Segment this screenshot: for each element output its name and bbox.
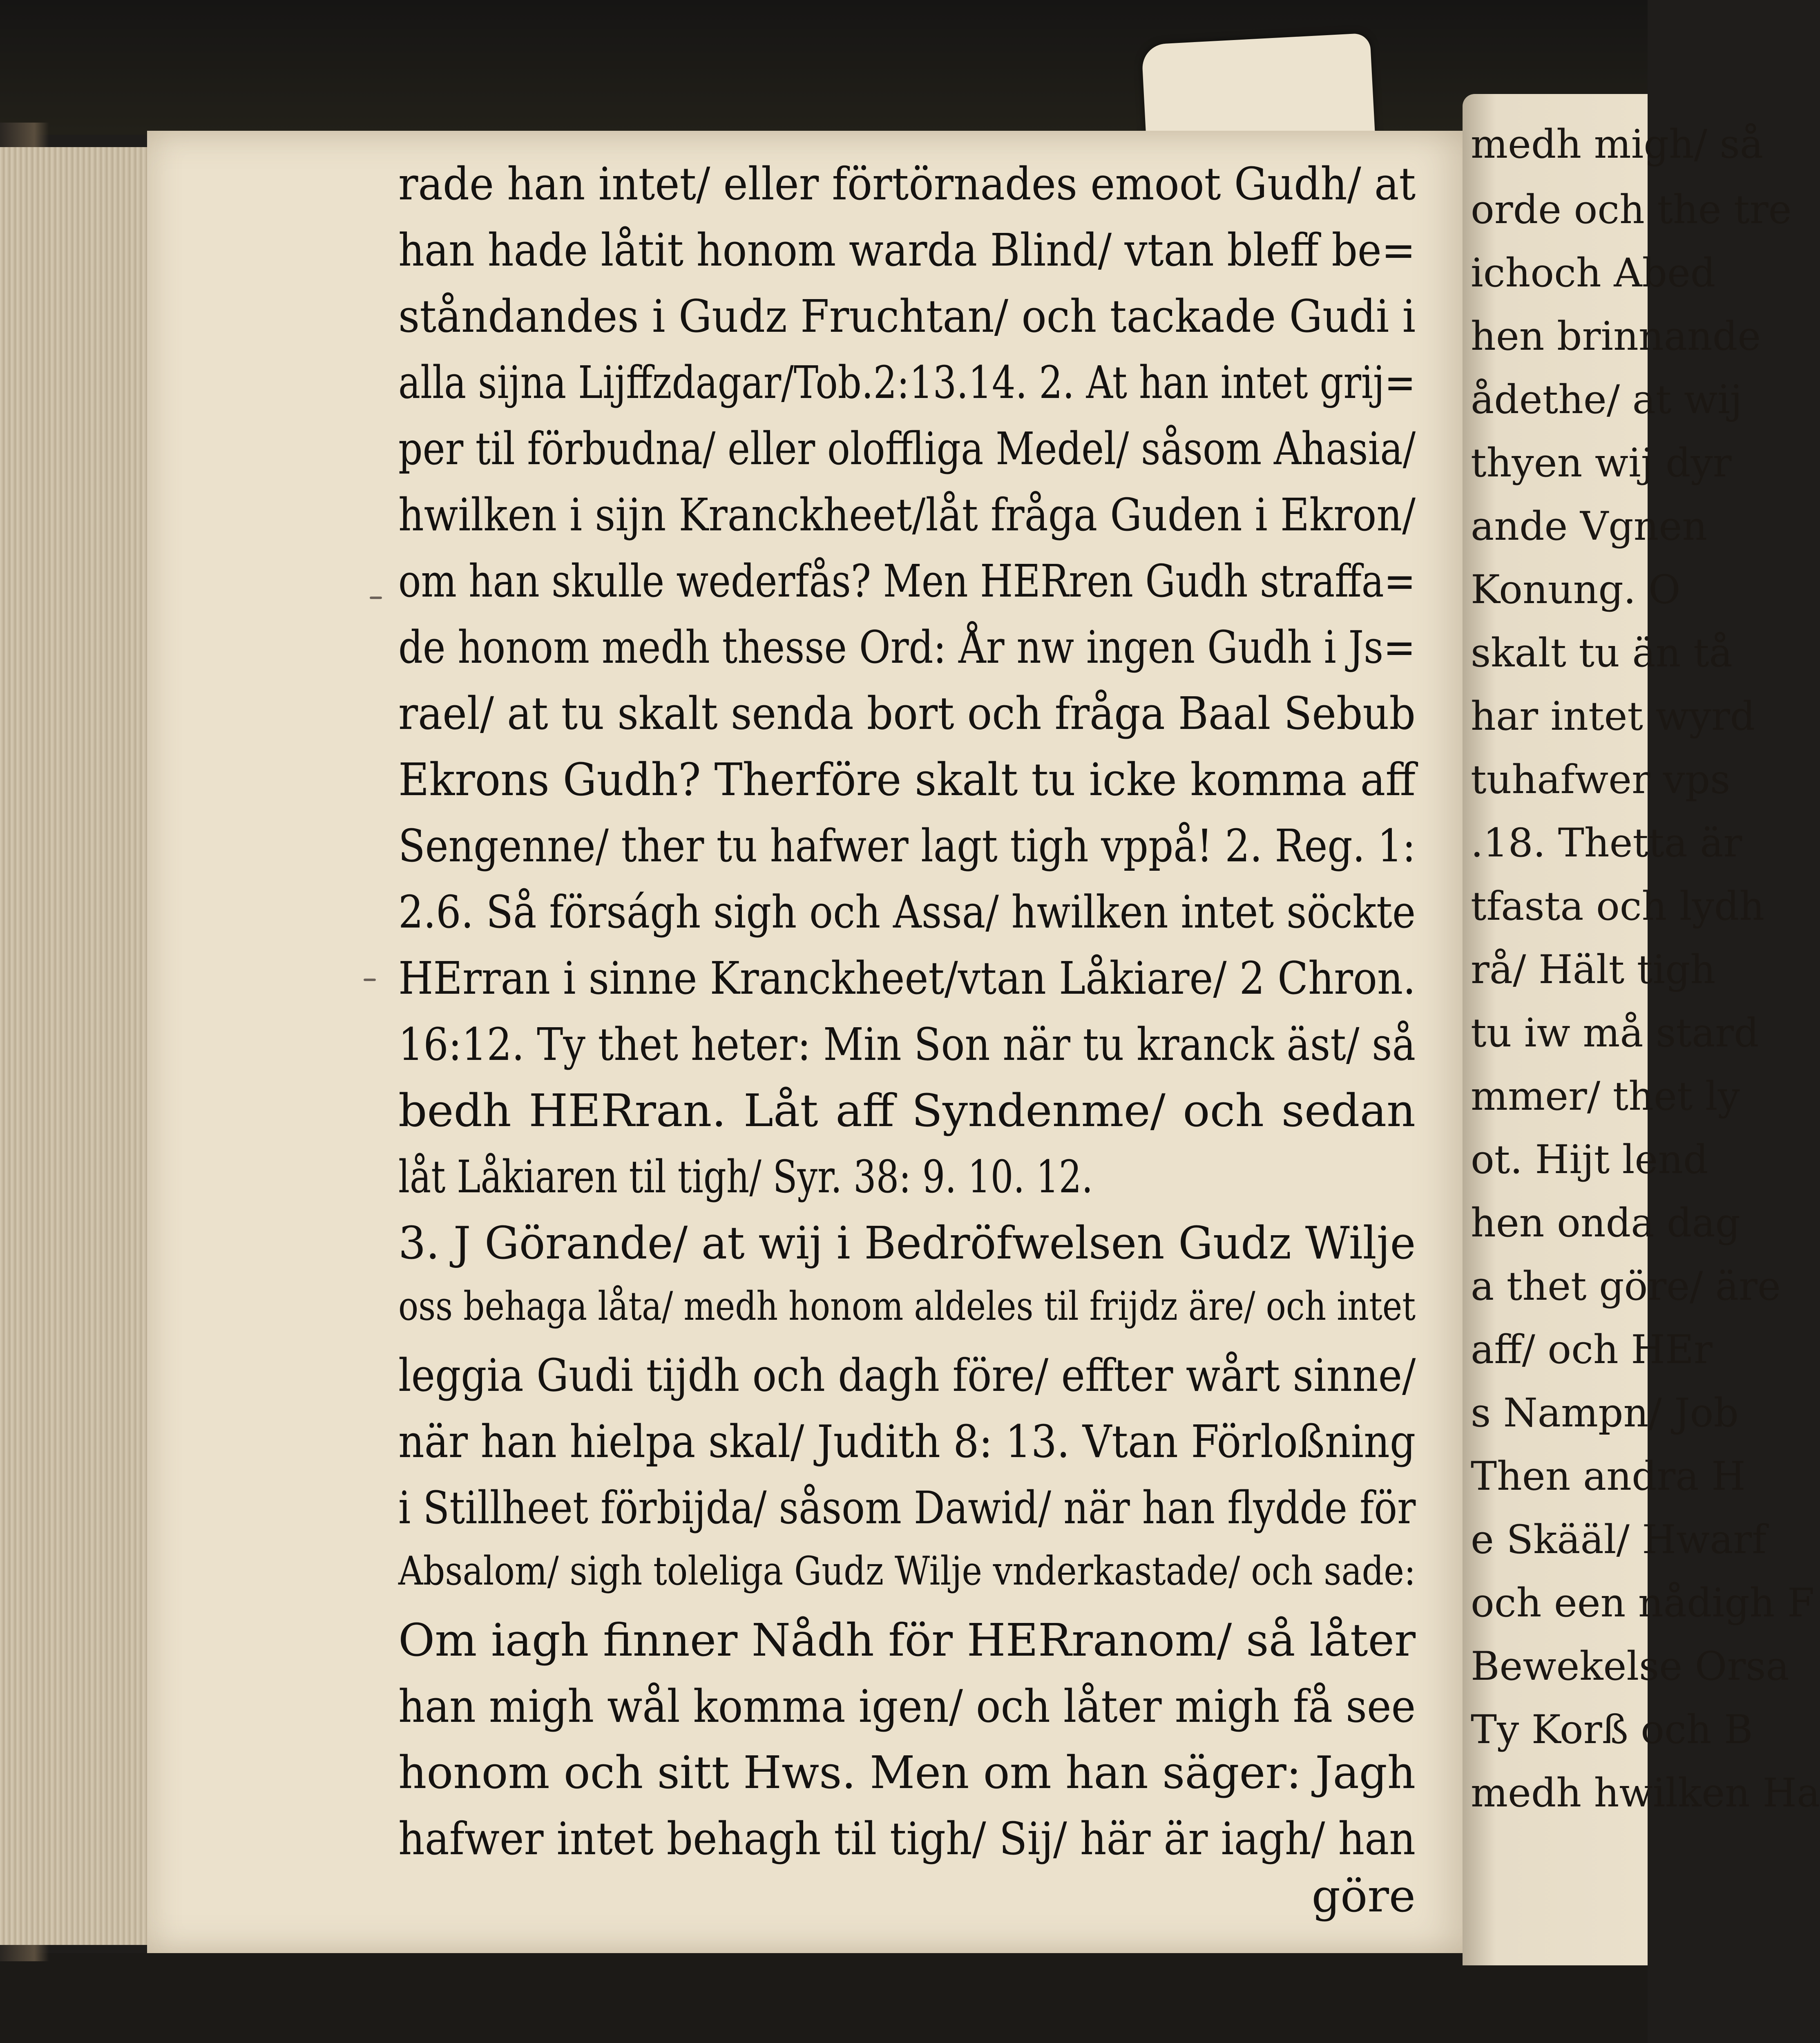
text-line-12: 2.6. Så förságh sigh och Assa/ hwilken intet söckte	[398, 886, 1416, 938]
text-line-20: när han hielpa skal/ Judith 8: 13. Vtan Förloßning	[398, 1415, 1416, 1468]
text-line-24: han migh wål komma igen/ och låter migh få see	[398, 1680, 1416, 1732]
text-line-16: låt Låkiaren til tigh/ Syr. 38: 9. 10. 12.	[398, 1151, 1093, 1203]
facing-text-line: tfasta och lydh	[1471, 883, 1765, 929]
text-line-11: Sengenne/ ther tu hafwer lagt tigh vppå! 2. Reg. 1:	[398, 820, 1416, 872]
text-line-7: om han skulle wederfås? Men HERren Gudh straffa=	[398, 555, 1416, 607]
facing-text-line: ichoch Abed	[1471, 250, 1716, 296]
facing-page	[1463, 94, 1820, 1965]
margin-mark	[370, 597, 382, 599]
facing-text-line: thyen wij dyr	[1471, 440, 1732, 486]
text-line-1: rade han intet/ eller förtörnades emoot Gudh/ at	[398, 158, 1416, 210]
catchword: göre	[1311, 1870, 1416, 1922]
facing-text-line: s Nampn/ Job	[1471, 1390, 1739, 1436]
text-line-6: hwilken i sijn Kranckheet/låt fråga Guden i Ekron/	[398, 489, 1416, 541]
facing-text-line: medh hwilken Ha	[1471, 1770, 1820, 1816]
text-line-19: leggia Gudi tijdh och dagh före/ effter wårt sinne/	[398, 1349, 1416, 1401]
text-line-14: 16:12. Ty thet heter: Min Son när tu kranck äst/ så	[398, 1018, 1416, 1071]
dark-background	[0, 0, 1648, 135]
text-line-26: hafwer intet behagh til tigh/ Sij/ här är iagh/ han	[398, 1813, 1416, 1865]
facing-text-line: orde och the tre	[1471, 187, 1792, 232]
facing-text-line: medh migh/ så	[1471, 121, 1764, 167]
dark-background-bottom	[0, 1953, 1648, 2043]
text-line-8: de honom medh thesse Ord: År nw ingen Gudh i Js=	[398, 621, 1416, 673]
facing-text-line: har intet wyrd	[1471, 693, 1755, 739]
facing-text-line: tu iw må stard	[1471, 1010, 1759, 1056]
facing-text-line: ådethe/ at wij	[1471, 377, 1742, 422]
facing-text-line: Ty Korß och B	[1471, 1707, 1753, 1752]
facing-text-line: Then andra H	[1471, 1453, 1746, 1499]
facing-text-line: tuhafwer vps	[1471, 757, 1731, 802]
text-line-13: HErran i sinne Kranckheet/vtan Låkiare/ 2 Chron.	[398, 952, 1416, 1004]
facing-text-line: mmer/ thet ly	[1471, 1073, 1740, 1119]
facing-text-line: rå/ Hält tigh	[1471, 947, 1716, 992]
facing-text-line: ot. Hijt lend	[1471, 1137, 1708, 1182]
facing-text-line: Bewekelse Orsa	[1471, 1643, 1789, 1689]
text-line-10: Ekrons Gudh? Therföre skalt tu icke komma aff	[398, 753, 1416, 806]
margin-mark	[364, 979, 376, 981]
facing-text-line: aff/ och HEr	[1471, 1327, 1713, 1372]
text-line-3: ståndandes i Gudz Fruchtan/ och tackade Gudi i	[398, 290, 1416, 342]
text-line-18: oss behaga låta/ medh honom aldeles til frijdz äre/ och intet	[398, 1283, 1416, 1329]
text-line-21: i Stillheet förbijda/ såsom Dawid/ när han flydde för	[398, 1482, 1416, 1534]
text-line-2: han hade låtit honom warda Blind/ vtan bleff be=	[398, 224, 1416, 276]
facing-text-line: hen onda dag	[1471, 1200, 1740, 1246]
text-line-4: alla sijna Lijffzdagar/Tob.2:13.14. 2. At han intet grij=	[398, 356, 1416, 409]
page-edge-stack	[0, 147, 172, 1945]
text-line-25: honom och sitt Hws. Men om han säger: Jagh	[398, 1746, 1416, 1799]
facing-text-line: e Skääl/ Hwarf	[1471, 1517, 1766, 1562]
facing-text-line: och een nådigh F	[1471, 1580, 1815, 1626]
facing-text-line: skalt tu än tå	[1471, 630, 1733, 676]
facing-text-line: ande Vgnen	[1471, 503, 1708, 549]
text-line-17: 3. J Görande/ at wij i Bedröfwelsen Gudz Wilje	[398, 1217, 1416, 1269]
facing-text-line: hen brinnande	[1471, 313, 1761, 359]
facing-text-line: .18. Thetta är	[1471, 820, 1742, 866]
text-line-22: Absalom/ sigh toleliga Gudz Wilje vnderkastade/ och sade:	[398, 1548, 1416, 1594]
facing-text-line: Konung. O	[1471, 567, 1681, 612]
text-line-23: Om iagh finner Nådh för HERranom/ så låter	[398, 1614, 1416, 1666]
text-line-9: rael/ at tu skalt senda bort och fråga Baal Sebub	[398, 687, 1416, 740]
facing-text-line: a thet göre/ äre	[1471, 1263, 1781, 1309]
text-line-5: per til förbudna/ eller oloffliga Medel/ såsom Ahasia/	[398, 422, 1416, 475]
text-line-15: bedh HERran. Låt aff Syndenme/ och sedan	[398, 1084, 1416, 1137]
